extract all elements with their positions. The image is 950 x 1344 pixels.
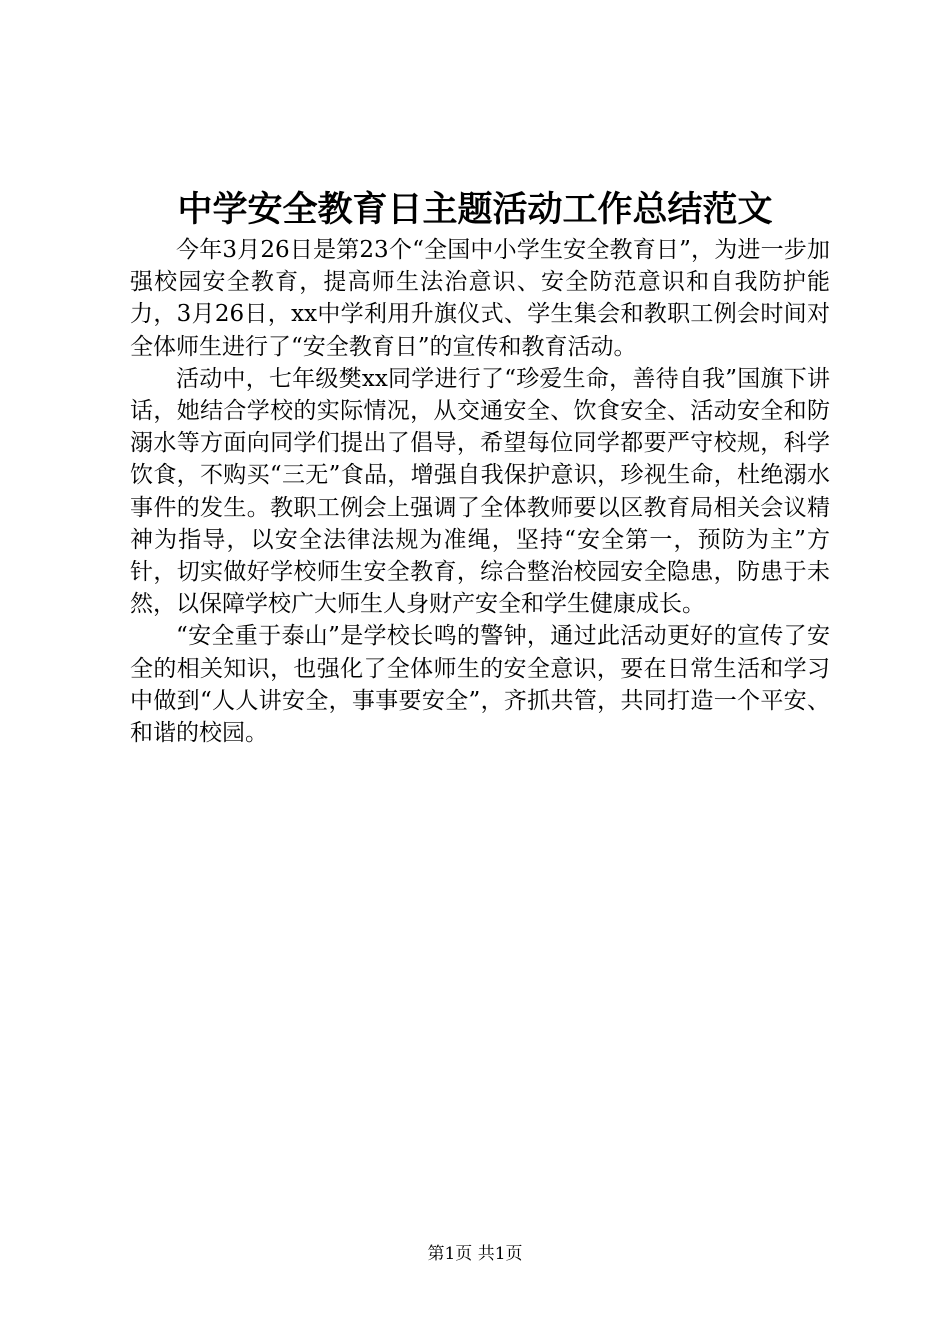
paragraph-3: “安全重于泰山”是学校长鸣的警钟，通过此活动更好的宣传了安全的相关知识，也强化了全体师生的安全意识，要在日常生活和学习中做到“人人讲安全，事事要安全”，齐抓共管，共同打造一个平安、和谐的校园。 (130, 623, 830, 747)
document-body (130, 234, 830, 749)
page-footer: 第1页 共1页 (427, 1244, 523, 1264)
paragraph-2: 活动中，七年级樊xx同学进行了“珍爱生命，善待自我”国旗下讲话，她结合学校的实际情况，从交通安全、饮食安全、活动安全和防溺水等方面向同学们提出了倡导，希望每位同学都要严守校规，科学饮食，不购买“三无”食品，增强自我保护意识，珍视生命，杜绝溺水事件的发生。教职工例会上强调了全体教师要以区教育局相关会议精神为指导，以安全法律法规为准绳，坚持“安全第一，预防为主”方针，切实做好学校师生安全教育，综合整治校园安全隐患，防患于未然，以保障学校广大师生人身财产安全和学生健康成长。 (130, 365, 830, 618)
paragraph-1: 今年3月26日是第23个“全国中小学生安全教育日”，为进一步加强校园安全教育，提高师生法治意识、安全防范意识和自我防护能力，3月26日，xx中学利用升旗仪式、学生集会和教职工例会时间对全体师生进行了“安全教育日”的宣传和教育活动。 (130, 237, 830, 360)
document-title: 中学安全教育日主题活动工作总结范文 (177, 189, 773, 230)
